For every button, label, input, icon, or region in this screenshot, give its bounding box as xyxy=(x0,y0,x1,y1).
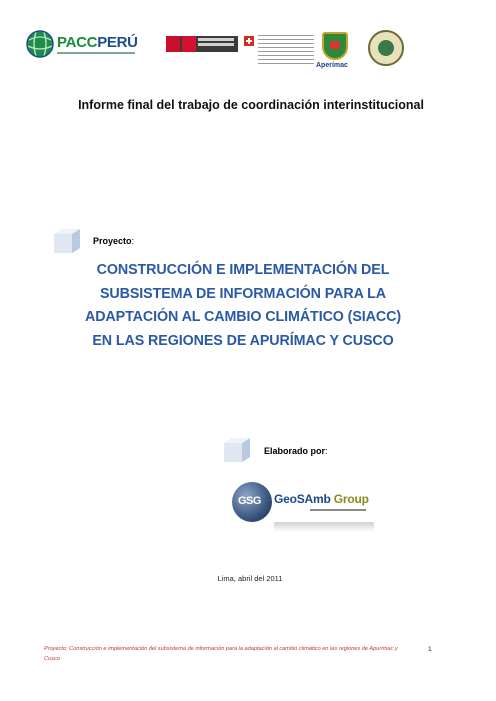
peru-flag-mark xyxy=(166,36,180,52)
pacc-wordmark: PACCPERÚ xyxy=(57,34,138,51)
pacc-tagline xyxy=(57,52,135,54)
cube-icon xyxy=(52,228,82,254)
globe-icon xyxy=(26,30,54,58)
geosamb-wordmark: GeoSAmb Group xyxy=(274,492,369,506)
peru-brand-mark xyxy=(182,36,196,52)
project-name: CONSTRUCCIÓN E IMPLEMENTACIÓN DEL SUBSISTEMA DE INFORMACIÓN PARA LA ADAPTACIÓN AL CAMBIO CLIMÁTICO (SIACC) EN LAS REGIONES DE APURÍMAC Y CUSCO xyxy=(84,262,401,349)
project-label: Proyecto: xyxy=(93,236,135,246)
gsg-initials: GSG xyxy=(238,495,261,507)
ministry-name-lines xyxy=(198,38,234,41)
shield-icon xyxy=(322,32,348,60)
page-footer-text: Proyecto: Construcción e implementación del subsistema de información para la adaptación al cambio climático en las regiones de Apurímac y Cusco xyxy=(44,646,398,662)
prepared-by-label: Elaborado por: xyxy=(264,446,328,456)
swiss-cooperation-logo xyxy=(244,33,316,67)
date-line: Lima, abril del 2011 xyxy=(217,574,283,583)
geosamb-group-logo xyxy=(232,478,377,540)
swiss-agency-text-lines xyxy=(258,35,314,65)
logo-reflection xyxy=(274,522,374,532)
cube-icon xyxy=(222,437,252,463)
swiss-cross-icon xyxy=(244,36,254,46)
page-number: 1 xyxy=(428,646,432,653)
peru-ministry-logo xyxy=(166,36,238,52)
report-title: Informe final del trabajo de coordinación interinstitucional xyxy=(78,98,424,112)
apurimac-wordmark: Aperímac xyxy=(316,62,348,69)
pacc-peru-logo xyxy=(26,30,136,60)
cusco-region-seal xyxy=(368,30,404,66)
apurimac-region-logo xyxy=(318,32,352,72)
geosamb-tagline xyxy=(310,509,366,511)
